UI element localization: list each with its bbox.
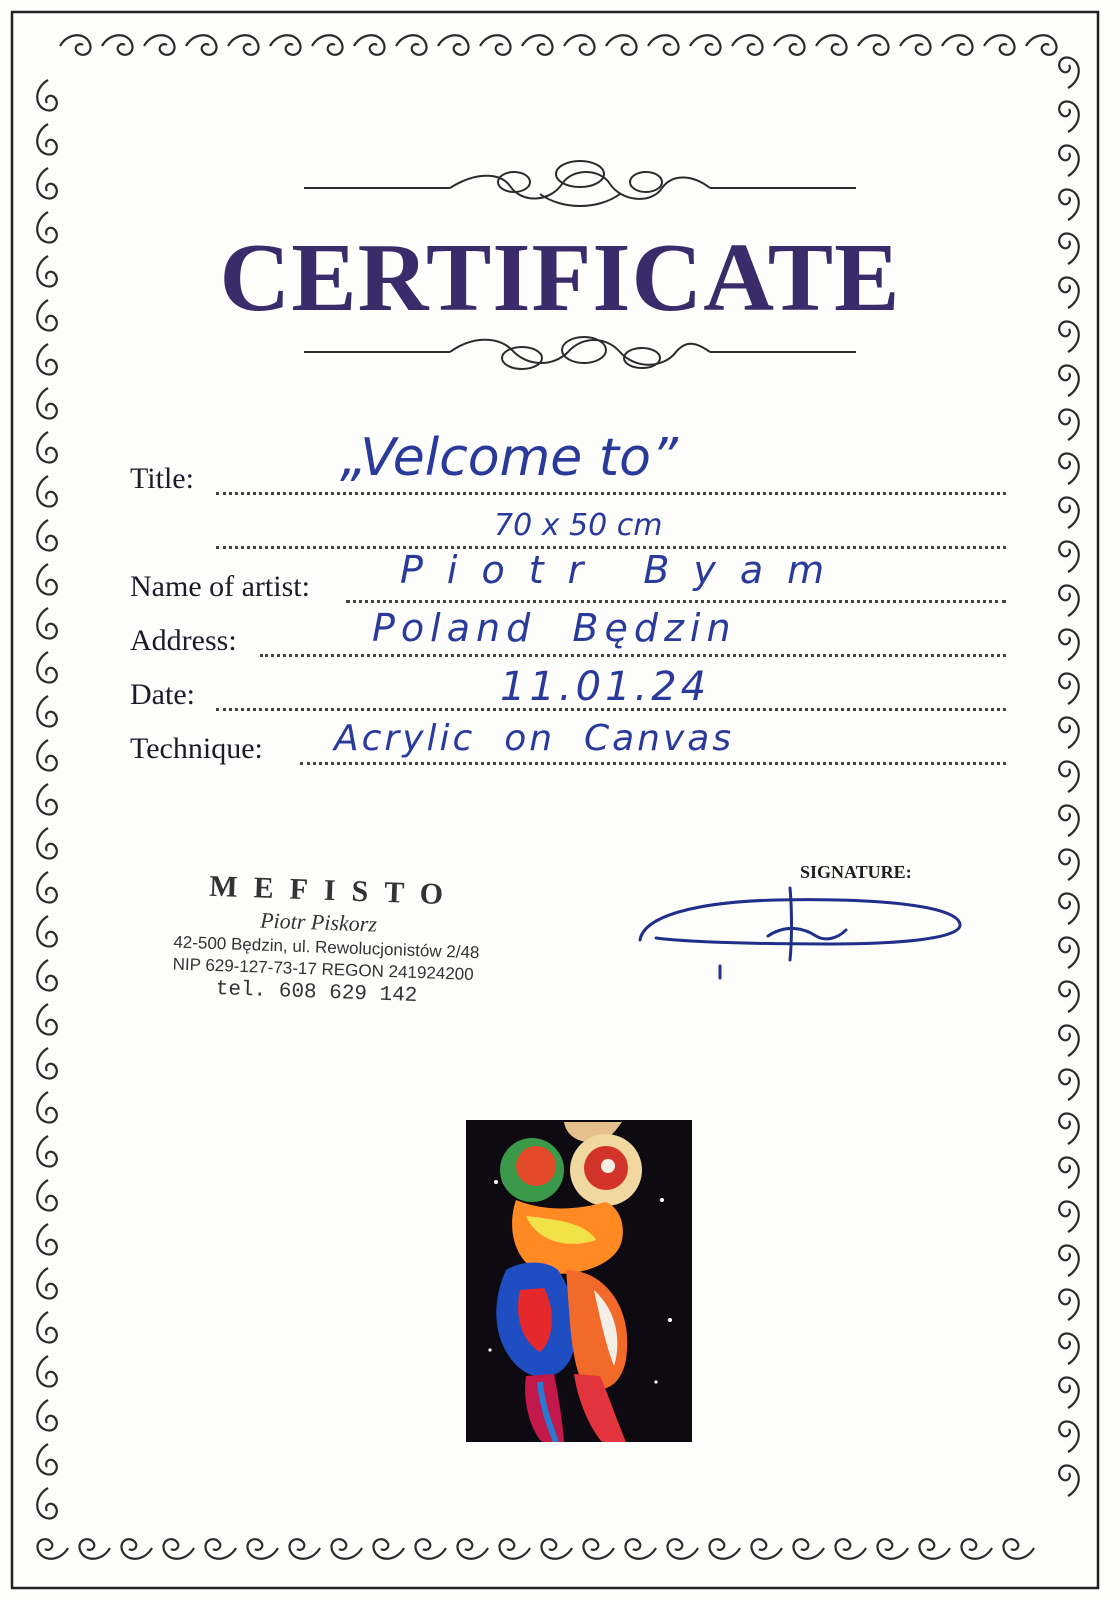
title-label: Title:: [130, 462, 194, 495]
address-line: [260, 654, 1006, 657]
technique-line: [300, 762, 1006, 765]
title-value: „Velcome to”: [340, 428, 678, 488]
artist-line: [346, 600, 1006, 603]
date-label: Date:: [130, 678, 195, 711]
stamp-brand: MEFISTO: [208, 869, 460, 912]
certificate-heading: CERTIFICATE: [219, 224, 901, 332]
technique-label: Technique:: [130, 732, 263, 765]
bottom-flourish-icon: [300, 318, 860, 388]
stamp-ids: NIP 629-127-73-17 REGON 241924200: [172, 954, 474, 985]
size-value: 70 x 50 cm: [494, 508, 663, 543]
stamp-address: 42-500 Będzin, ul. Rewolucjonistów 2/48: [173, 932, 480, 963]
top-flourish-icon: [300, 152, 860, 222]
technique-value: Acrylic on Canvas: [334, 718, 735, 759]
stamp-phone: tel. 608 629 142: [215, 978, 418, 1009]
signature-label: SIGNATURE:: [800, 862, 912, 882]
artist-value: Piotr Byam: [400, 548, 849, 592]
title-line: [216, 492, 1006, 495]
artist-label: Name of artist:: [130, 570, 310, 603]
address-value: Poland Będzin: [372, 606, 737, 650]
date-value: 11.01.24: [500, 664, 711, 710]
company-stamp: [155, 868, 539, 1012]
address-label: Address:: [130, 624, 237, 657]
artwork-thumbnail: [466, 1120, 692, 1442]
stamp-owner: Piotr Piskorz: [259, 907, 378, 937]
signature-scribble: [626, 880, 986, 990]
